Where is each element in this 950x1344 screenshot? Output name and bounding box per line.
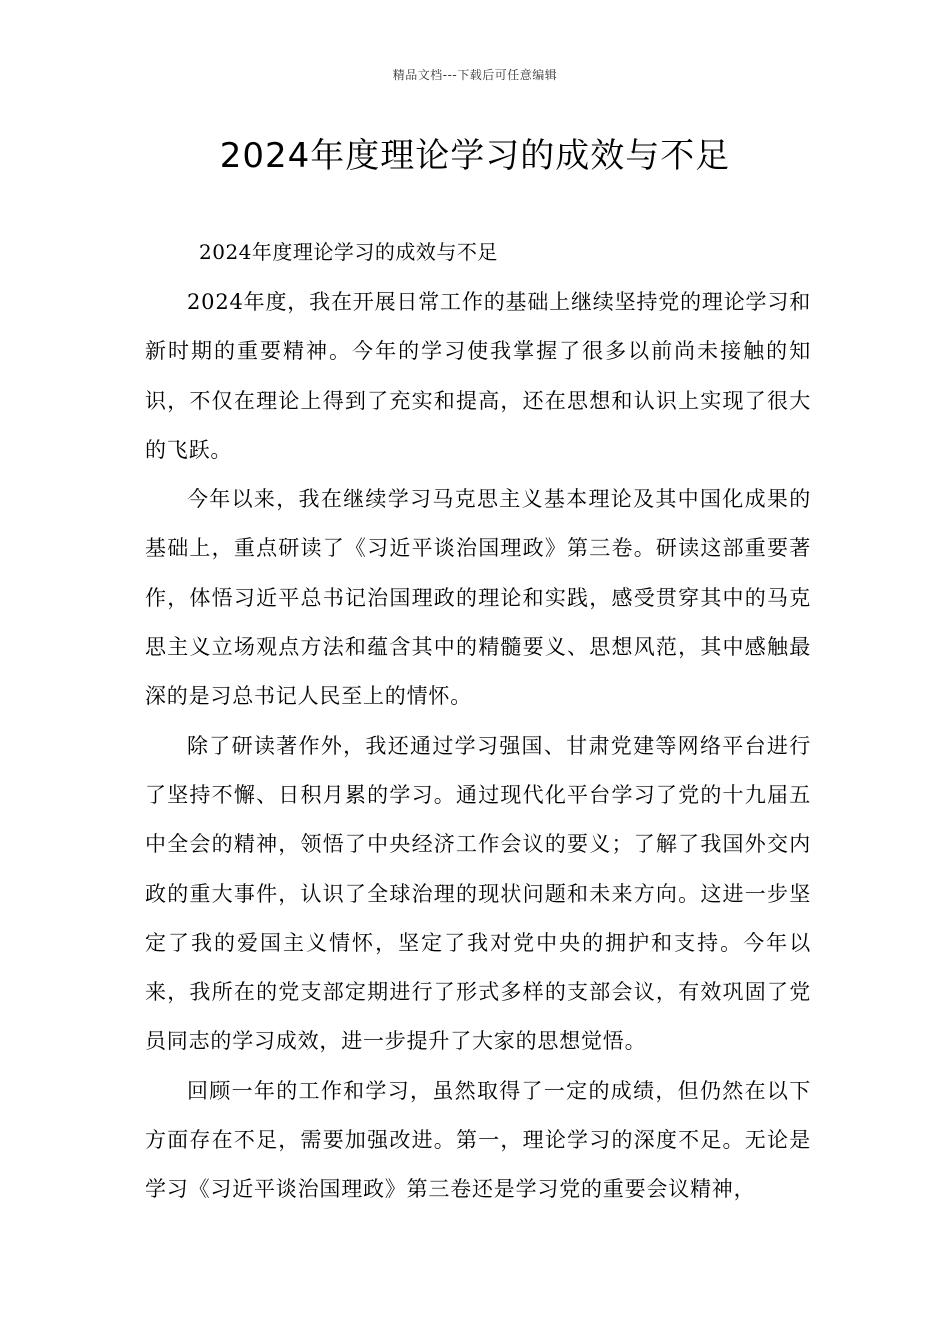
document-subtitle: 2024年度理论学习的成效与不足 [199, 240, 498, 264]
paragraph: 今年以来，我在继续学习马克思主义基本理论及其中国化成果的基础上，重点研读了《习近平谈治国理政》第三卷。研读这部重要著作，体悟习近平总书记治国理政的理论和实践，感受贯穿其中的马克思主义立场观点方法和蕴含其中的精髓要义、思想风范，其中感触最深的是习总书记人民至上的情怀。 [145, 487, 811, 709]
document-title: 2024年度理论学习的成效与不足 [219, 136, 731, 176]
header-note: 精品文档---下载后可任意编辑 [392, 68, 558, 82]
document-body [145, 278, 811, 1215]
paragraph: 回顾一年的工作和学习，虽然取得了一定的成绩，但仍然在以下方面存在不足，需要加强改进。第一，理论学习的深度不足。无论是学习《习近平谈治国理政》第三卷还是学习党的重要会议精神， [145, 1078, 811, 1202]
paragraph: 2024年度，我在开展日常工作的基础上继续坚持党的理论学习和新时期的重要精神。今年的学习使我掌握了很多以前尚未接触的知识，不仅在理论上得到了充实和提高，还在思想和认识上实现了很大的飞跃。 [145, 290, 811, 462]
paragraph: 除了研读著作外，我还通过学习强国、甘肃党建等网络平台进行了坚持不懈、日积月累的学习。通过现代化平台学习了党的十九届五中全会的精神，领悟了中央经济工作会议的要义；了解了我国外交内政的重大事件，认识了全球治理的现状问题和未来方向。这进一步坚定了我的爱国主义情怀，坚定了我对党中央的拥护和支持。今年以来，我所在的党支部定期进行了形式多样的支部会议，有效巩固了党员同志的学习成效，进一步提升了大家的思想觉悟。 [145, 733, 811, 1054]
